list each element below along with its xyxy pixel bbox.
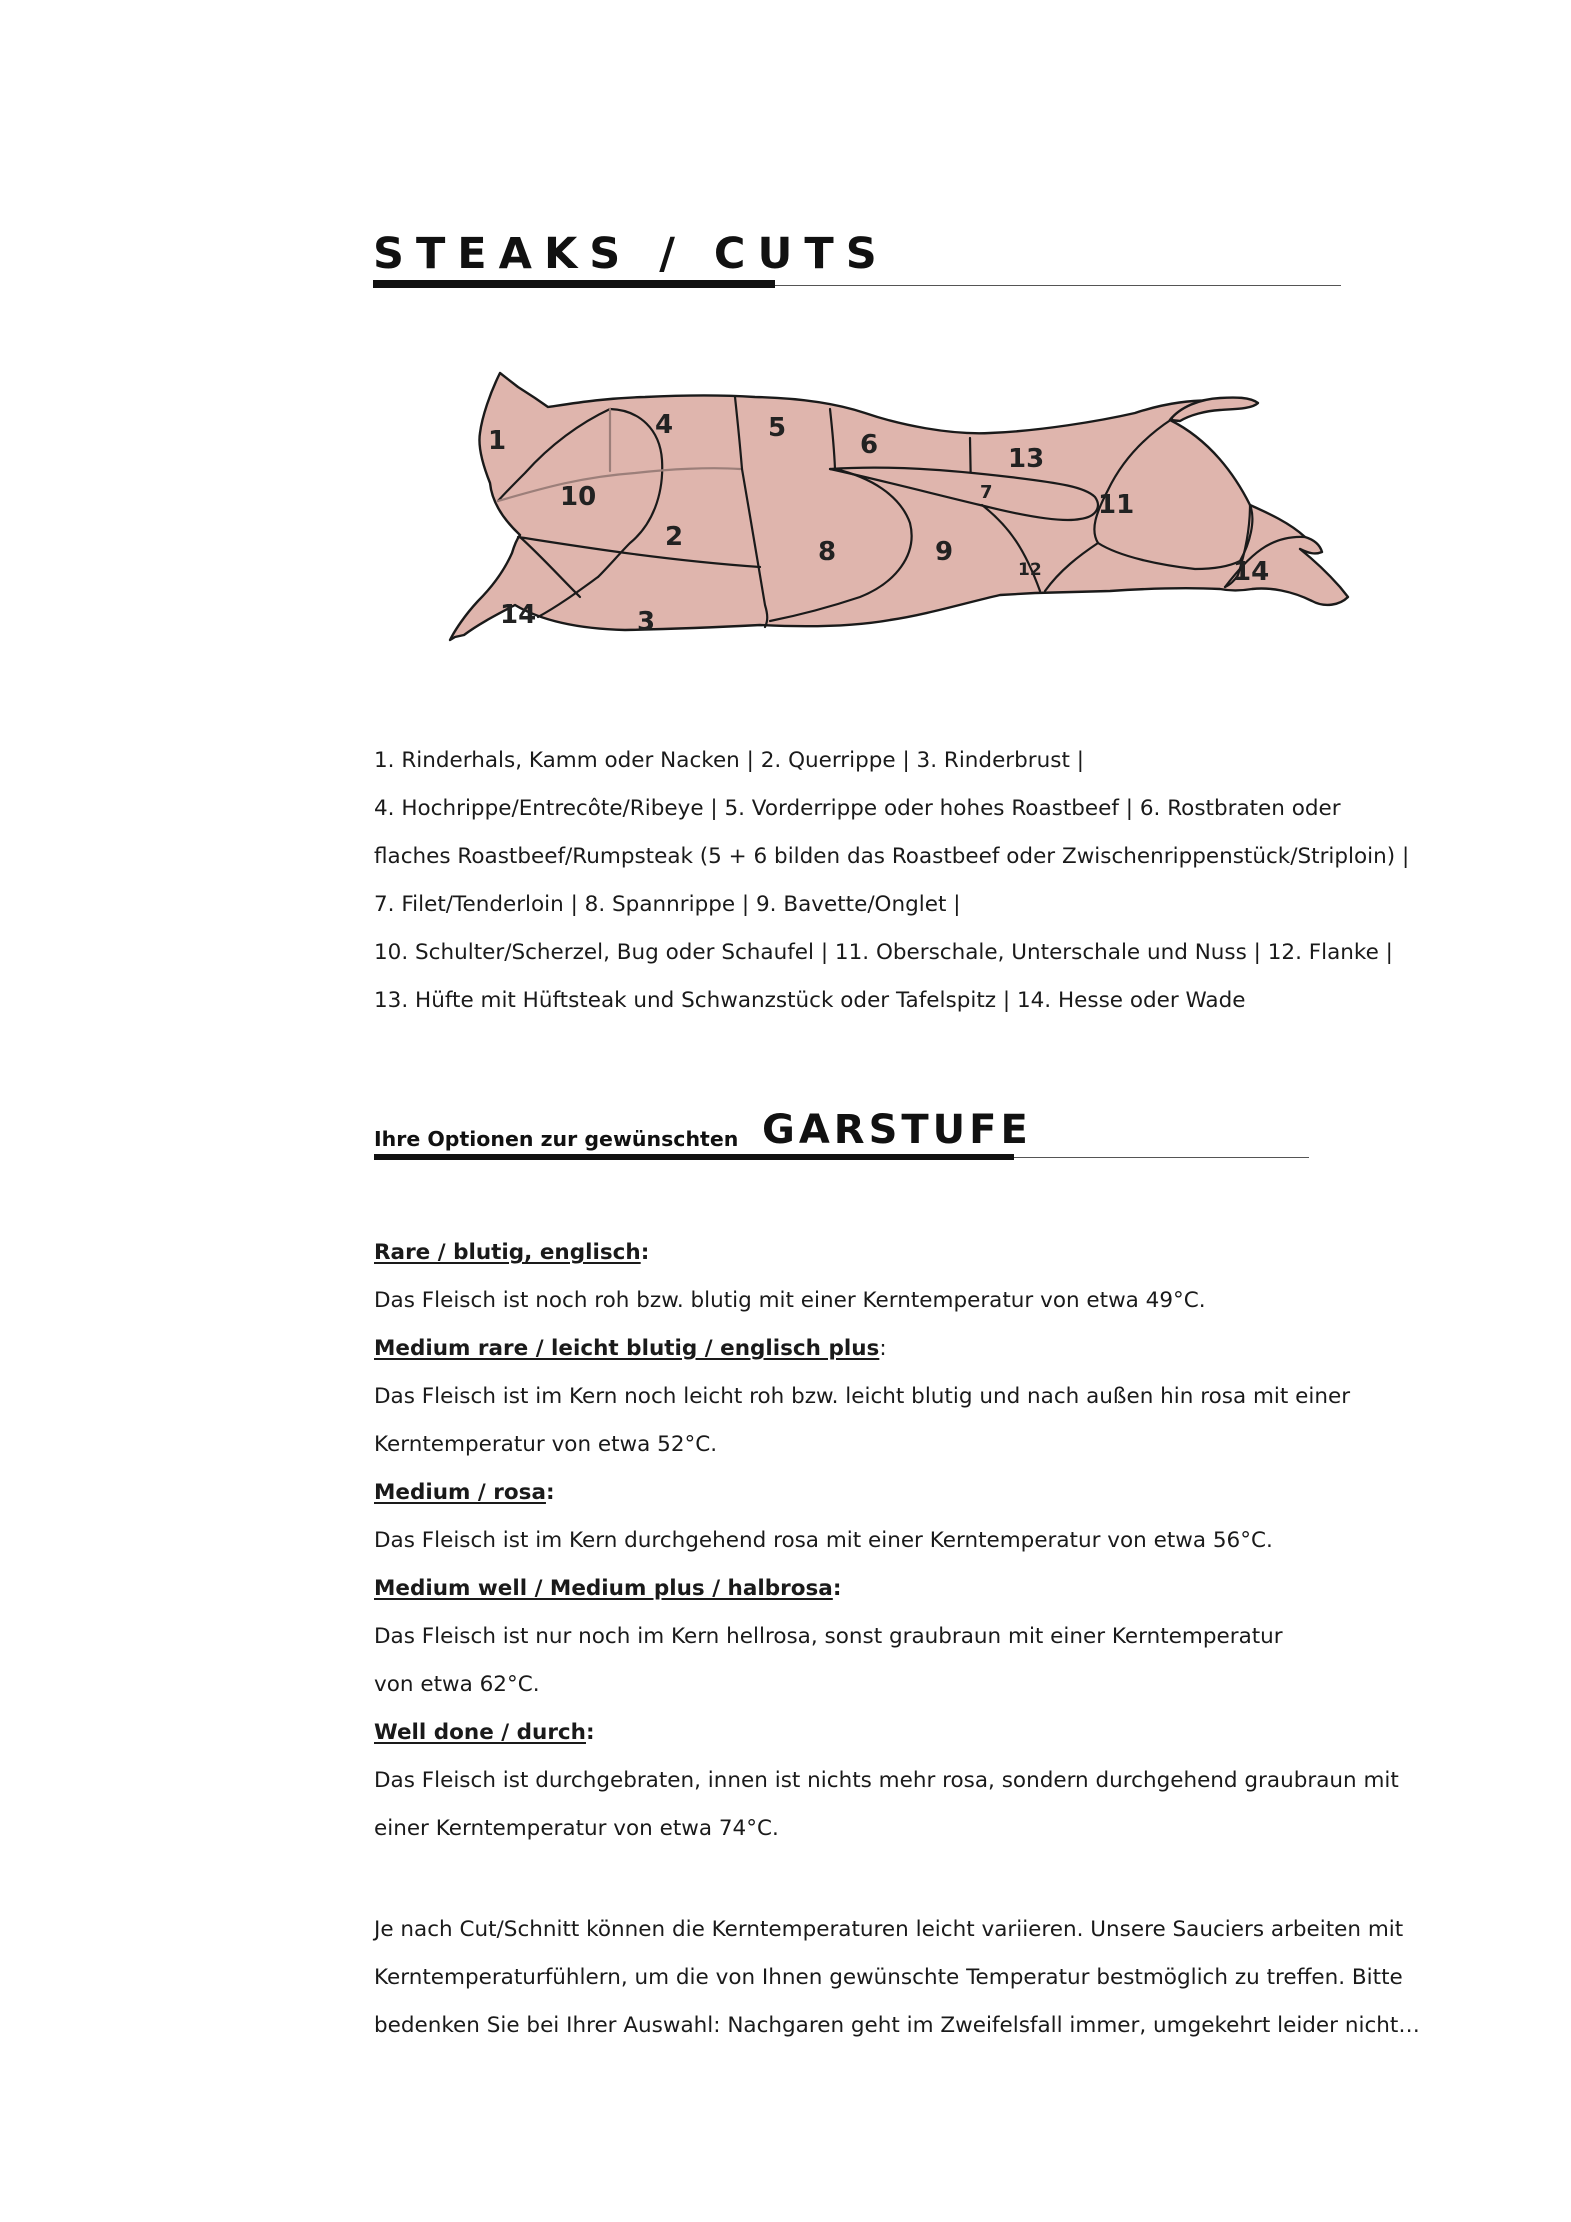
cut-label-14-rear: 14 <box>1233 557 1270 587</box>
beef-cuts-diagram <box>420 365 1355 695</box>
cut-label-1: 1 <box>488 426 507 456</box>
doneness-description: von etwa 62°C. <box>374 1672 540 1697</box>
doneness-description: einer Kerntemperatur von etwa 74°C. <box>374 1816 779 1841</box>
cut-label-3: 3 <box>637 607 656 637</box>
doneness-label: Medium / rosa <box>374 1480 546 1505</box>
doneness-colon: : <box>832 1576 842 1601</box>
note-line: Kerntemperaturfühlern, um die von Ihnen gewünschte Temperatur bestmöglich zu treffen. Bitte <box>374 1965 1403 1990</box>
doneness-description: Das Fleisch ist im Kern durchgehend rosa mit einer Kerntemperatur von etwa 56°C. <box>374 1528 1273 1553</box>
steaks-cuts-heading <box>373 228 1341 290</box>
doneness-heading-medium-rare <box>374 1325 1424 1373</box>
doneness-description: Das Fleisch ist nur noch im Kern hellrosa, sonst graubraun mit einer Kerntemperatur <box>374 1624 1283 1649</box>
doneness-label: Well done / durch <box>374 1720 586 1745</box>
legend-line: 1. Rinderhals, Kamm oder Nacken | 2. Querrippe | 3. Rinderbrust | <box>374 748 1084 773</box>
doneness-description: Das Fleisch ist im Kern noch leicht roh bzw. leicht blutig und nach außen hin rosa mit einer <box>374 1384 1351 1409</box>
legend-line: 10. Schulter/Scherzel, Bug oder Schaufel | 11. Oberschale, Unterschale und Nuss | 12. Flanke | <box>374 940 1393 965</box>
note-line: bedenken Sie bei Ihrer Auswahl: Nachgaren geht im Zweifelsfall immer, umgekehrt leider nicht… <box>374 2013 1420 2038</box>
garstufe-heading <box>374 1105 1309 1165</box>
cut-label-13: 13 <box>1008 444 1045 474</box>
cut-label-8: 8 <box>818 537 837 567</box>
cut-label-9: 9 <box>935 537 954 567</box>
garstufe-heading-prefix: Ihre Optionen zur gewünschten <box>374 1127 739 1151</box>
cut-label-2: 2 <box>665 522 684 552</box>
doneness-description: Kerntemperatur von etwa 52°C. <box>374 1432 718 1457</box>
doneness-label: Medium well / Medium plus / halbrosa <box>374 1576 833 1601</box>
doneness-heading-well-done <box>374 1709 1424 1757</box>
legend-line: 7. Filet/Tenderloin | 8. Spannrippe | 9. Bavette/Onglet | <box>374 892 961 917</box>
doneness-label: Rare / blutig, englisch <box>374 1240 641 1265</box>
doneness-heading-medium-well <box>374 1565 1424 1613</box>
cut-label-4: 4 <box>655 410 674 440</box>
beef-cuts-svg <box>420 365 1355 695</box>
doneness-description: Das Fleisch ist durchgebraten, innen ist nichts mehr rosa, sondern durchgehend graubraun mit <box>374 1768 1399 1793</box>
heading-rule-thick <box>373 280 775 288</box>
cut-label-7: 7 <box>980 482 993 503</box>
doneness-heading-rare <box>374 1229 1424 1277</box>
legend-line: 4. Hochrippe/Entrecôte/Ribeye | 5. Vorderrippe oder hohes Roastbeef | 6. Rostbraten oder <box>374 796 1341 821</box>
doneness-colon: : <box>879 1336 887 1361</box>
garstufe-heading-title: GARSTUFE <box>762 1107 1032 1153</box>
doneness-description: Das Fleisch ist noch roh bzw. blutig mit einer Kerntemperatur von etwa 49°C. <box>374 1288 1206 1313</box>
garstufe-rule-thick <box>374 1154 1014 1160</box>
closing-note <box>374 1906 1424 2050</box>
cut-label-14-front: 14 <box>500 600 537 630</box>
legend-line: 13. Hüfte mit Hüftsteak und Schwanzstück oder Tafelspitz | 14. Hesse oder Wade <box>374 988 1246 1013</box>
legend-line: flaches Roastbeef/Rumpsteak (5 + 6 bilden das Roastbeef oder Zwischenrippenstück/Striploin) | <box>374 844 1410 869</box>
doneness-colon: : <box>545 1480 555 1505</box>
cut-label-12: 12 <box>1018 560 1042 580</box>
cut-label-5: 5 <box>768 413 787 443</box>
cut-label-10: 10 <box>560 482 597 512</box>
cut-label-11: 11 <box>1098 490 1135 520</box>
doneness-heading-medium <box>374 1469 1424 1517</box>
doneness-colon: : <box>585 1720 595 1745</box>
page-title: STEAKS / CUTS <box>373 229 889 279</box>
cut-label-6: 6 <box>860 430 879 460</box>
note-line: Je nach Cut/Schnitt können die Kerntemperaturen leicht variieren. Unsere Sauciers arbeiten mit <box>374 1917 1404 1942</box>
cuts-legend <box>374 737 1414 1025</box>
doneness-list <box>374 1229 1424 1853</box>
doneness-colon: : <box>640 1240 650 1265</box>
doneness-label: Medium rare / leicht blutig / englisch plus <box>374 1336 880 1361</box>
